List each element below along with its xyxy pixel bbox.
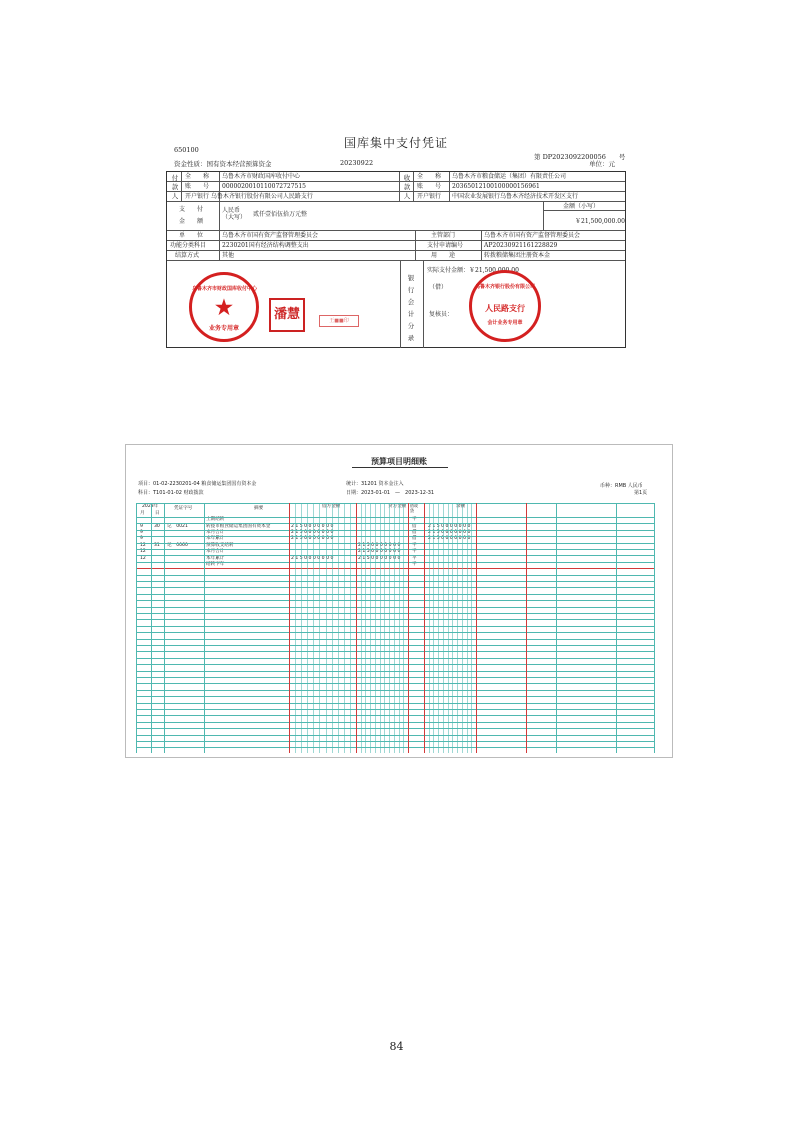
payee-label: 收款人: [403, 174, 411, 200]
ledger-cell-m: 12: [140, 549, 146, 555]
grid-hline: [136, 503, 654, 504]
ledger-cell-db: 2 1 5 0 0 0 0 0 0 0: [291, 523, 334, 529]
amount-label: 金 额: [179, 218, 204, 225]
grid-hline: [136, 536, 654, 537]
grid-digit-line: [399, 503, 400, 753]
grid-hline: [136, 613, 654, 614]
ledger-cell-m: 9: [140, 523, 143, 529]
grid-digit-line: [361, 503, 362, 753]
payer-bank: 开户银行 乌鲁木齐银行股份有限公司人民路支行: [185, 193, 313, 200]
ledger-account: 科目：T101-01-02 财政拨款: [138, 490, 204, 496]
grid-digit-line: [380, 503, 381, 753]
grid-hline: [136, 728, 654, 729]
ledger-cell-s: 结转下年: [206, 562, 225, 567]
amount-number: ￥21,500,000.00: [575, 218, 625, 225]
header-debit: 借方金额: [322, 504, 341, 509]
ledger-cell-dir: 平: [412, 562, 417, 567]
ledger-cell-v: 记 0060: [167, 542, 188, 548]
grid-hline: [136, 607, 654, 608]
grid-hline: [136, 639, 654, 640]
grid-hline: [136, 523, 654, 524]
grid-vline: [204, 503, 205, 753]
grid-hline: [136, 530, 654, 531]
ledger-cell-bal: 2 1 5 0 0 0 0 0 0 0: [428, 523, 471, 529]
grid-vline: [164, 503, 165, 753]
ledger-cell-dir: 借: [412, 523, 417, 529]
budget-ledger: [125, 444, 673, 758]
grid-vline: [526, 503, 527, 753]
payee-account-label: 账 号: [417, 183, 442, 190]
grid-hline: [136, 626, 654, 627]
grid-hline: [136, 690, 654, 691]
application-no: AP20230921161228829: [484, 242, 558, 249]
grid-digit-line: [338, 503, 339, 753]
ledger-cell-cr: 2 1 5 0 0 0 0 0 0 0: [358, 555, 401, 561]
grid-hline: [136, 562, 654, 563]
grid-hline: [136, 664, 654, 665]
ledger-cell-s: 本月合计: [206, 549, 225, 555]
ledger-project: 项目：01-02-2230201-04 粮食储运集团国有资本金: [138, 481, 257, 487]
grid-hline: [136, 735, 654, 736]
pay-label: 支 付: [179, 206, 204, 213]
header-credit: 贷方金额: [388, 504, 407, 509]
ledger-cell-s: 预算收支结转: [206, 542, 234, 548]
grid-hline: [136, 543, 654, 544]
payee-name: 乌鲁木齐市粮食储运（集团）有限责任公司: [452, 173, 567, 180]
ledger-stats: 统计：31201 资本金注入: [346, 481, 404, 487]
ledger-cell-bal: 2 1 5 0 0 0 0 0 0 0: [428, 530, 471, 535]
grid-hline: [136, 517, 654, 518]
grid-vline: [289, 503, 290, 753]
ledger-cell-dir: 平: [412, 542, 417, 548]
ledger-cell-s: 本年累计: [206, 555, 225, 561]
grid-hline: [136, 600, 654, 601]
ledger-cell-db: 2 1 5 0 0 0 0 0 0 0: [291, 530, 334, 535]
grid-hline: [136, 658, 654, 659]
grid-digit-line: [429, 503, 430, 753]
payer-label: 付款人: [171, 174, 179, 200]
grid-digit-line: [389, 503, 390, 753]
grid-digit-line: [332, 503, 333, 753]
ledger-cell-m: 9: [140, 530, 143, 535]
grid-hline: [136, 594, 654, 595]
grid-hline: [136, 709, 654, 710]
page-number: 84: [389, 1040, 404, 1053]
ledger-cell-dir: 借: [412, 536, 417, 542]
grid-digit-line: [344, 503, 345, 753]
grid-hline: [136, 715, 654, 716]
payee-bank: 中国农业发展银行乌鲁木齐经济技术开发区支行: [452, 193, 579, 200]
ledger-cell-s: 上期结转: [206, 517, 225, 523]
grid-digit-line: [438, 503, 439, 753]
grid-digit-line: [370, 503, 371, 753]
ledger-cell-d: 31: [154, 542, 160, 548]
unit-label: 单位：元: [589, 160, 615, 168]
debit-label: （借）: [429, 284, 448, 291]
grid-hline: [136, 632, 654, 633]
purpose-label: 用 途: [431, 252, 456, 259]
ledger-cell-db: 2 1 5 0 0 0 0 0 0 0: [291, 536, 334, 542]
reviewer-label: 复核员：: [429, 311, 454, 318]
settlement: 其他: [222, 252, 235, 259]
grid-digit-line: [326, 503, 327, 753]
grid-vline: [616, 503, 617, 753]
grid-vline: [654, 503, 655, 753]
grid-hline: [136, 741, 654, 742]
name-stamp: 潘慧: [269, 298, 305, 332]
grid-hline: [136, 677, 654, 678]
small-stamp: 王■■印: [319, 315, 359, 327]
ledger-period: 日期：2023-01-01 — 2023-12-31: [346, 490, 435, 496]
grid-digit-line: [384, 503, 385, 753]
payer-name: 乌鲁木齐市财政国库收付中心: [222, 173, 301, 180]
grid-vline: [151, 503, 152, 753]
voucher-code: 650100: [174, 146, 199, 154]
ledger-cell-dir: 平: [412, 517, 417, 523]
grid-digit-line: [457, 503, 458, 753]
supervising-dept: 乌鲁木齐市国有资产监督管理委员会: [484, 232, 581, 239]
ledger-cell-s: 转拨市粮食储运集团国有资本金: [206, 523, 271, 529]
grid-digit-line: [448, 503, 449, 753]
ledger-cell-db: 2 1 5 0 0 0 0 0 0 0: [291, 555, 334, 561]
amount-chinese: 贰仟壹佰伍拾万元整: [253, 211, 308, 218]
grid-hline: [136, 581, 654, 582]
grid-hline: [136, 651, 654, 652]
rmb-label: 人民币: [222, 207, 241, 214]
ledger-cell-s: 本年累计: [206, 536, 225, 542]
payer-account-label: 账 号: [185, 183, 210, 190]
grid-digit-line: [313, 503, 314, 753]
header-summary: 摘要: [254, 506, 264, 511]
payer-name-label: 全 称: [185, 173, 210, 180]
grid-hline: [136, 696, 654, 697]
grid-red-line: [356, 503, 357, 753]
settle-label: 结算方式: [175, 252, 200, 259]
grid-digit-line: [462, 503, 463, 753]
grid-hline: [136, 671, 654, 672]
grid-digit-line: [350, 503, 351, 753]
grid-digit-line: [467, 503, 468, 753]
grid-hline: [136, 575, 654, 576]
unit-name: 乌鲁木齐市国有资产监督管理委员会: [222, 232, 319, 239]
payee-account: 20365012100100000156961: [452, 183, 540, 190]
ledger-cell-cr: 2 1 5 0 0 0 0 0 0 0: [358, 542, 401, 548]
bank-entry-label: 银行会计分录: [407, 274, 415, 342]
ledger-cell-d: 30: [154, 523, 160, 529]
grid-digit-line: [471, 503, 472, 753]
grid-hline: [136, 645, 654, 646]
payee-name-label: 全 称: [417, 173, 442, 180]
func-label: 功能分类科目: [170, 242, 207, 249]
voucher-date: 20230922: [340, 159, 374, 167]
grid-vline: [424, 503, 425, 753]
bank-seal: 乌鲁木齐银行股份有限公司 人民路支行 会计业务专用章: [469, 270, 541, 342]
treasury-seal: 乌鲁木齐市财政国库收付中心 ★ 业务专用章: [189, 272, 259, 342]
function-subject: 2230201国有经济结构调整支出: [222, 242, 309, 249]
grid-hline: [136, 555, 654, 556]
payer-account: 0000020010110072727515: [222, 183, 306, 190]
grid-hline: [136, 703, 654, 704]
grid-red-line: [408, 503, 409, 753]
payee-bank-label: 开户银行: [417, 193, 442, 200]
header-month: 月: [140, 511, 145, 516]
grid-digit-line: [394, 503, 395, 753]
grid-hline: [136, 568, 654, 569]
grid-hline: [136, 549, 654, 550]
ledger-cell-dir: 平: [412, 555, 417, 561]
grid-hline: [136, 587, 654, 588]
ledger-cell-m: 12: [140, 542, 146, 548]
grid-digit-line: [403, 503, 404, 753]
purpose: 转拨粮储集团注册资本金: [484, 252, 551, 259]
grid-digit-line: [443, 503, 444, 753]
grid-hline: [136, 747, 654, 748]
grid-hline: [136, 683, 654, 684]
ledger-cell-s: 本月合计: [206, 530, 225, 535]
ledger-cell-v: 记 0021: [167, 523, 188, 529]
voucher-number: 第 DP2023092200056 号: [534, 153, 626, 161]
grid-vline: [476, 503, 477, 753]
daxie-label: （大写）: [222, 214, 247, 221]
amount-small-label: 金额（小写）: [563, 203, 600, 210]
grid-digit-line: [452, 503, 453, 753]
header-balance: 余额: [456, 504, 466, 509]
fund-nature: 资金性质：国有资本经营预算资金: [174, 160, 272, 168]
ledger-page: 第1页: [634, 490, 648, 496]
supervisor-label: 主管部门: [431, 232, 456, 239]
ledger-cell-cr: 2 1 5 0 0 0 0 0 0 0: [358, 549, 401, 555]
voucher-table: [166, 171, 626, 348]
ledger-grid: [136, 503, 654, 753]
apply-no-label: 支付申请编号: [427, 242, 464, 249]
ledger-cell-dir: 借: [412, 530, 417, 535]
grid-digit-line: [319, 503, 320, 753]
grid-vline: [136, 503, 137, 753]
actual-paid: 实际支付金额：￥21,500,000.00: [427, 267, 519, 274]
header-direction: 借或贷: [410, 503, 418, 513]
grid-digit-line: [375, 503, 376, 753]
grid-vline: [556, 503, 557, 753]
header-voucher: 凭证字号: [174, 506, 193, 511]
grid-digit-line: [365, 503, 366, 753]
ledger-cell-bal: 2 1 5 0 0 0 0 0 0 0: [428, 536, 471, 542]
voucher-title: 国库集中支付凭证: [343, 136, 448, 150]
header-day: 日: [155, 511, 160, 516]
grid-digit-line: [307, 503, 308, 753]
grid-hline: [136, 722, 654, 723]
grid-digit-line: [433, 503, 434, 753]
grid-digit-line: [295, 503, 296, 753]
grid-hline: [136, 619, 654, 620]
ledger-currency: 币种：RMB 人民币: [600, 483, 643, 489]
ledger-title: 预算项目明细账: [371, 457, 427, 466]
ledger-cell-dir: 平: [412, 549, 417, 555]
header-year: 2023年: [142, 504, 159, 509]
ledger-cell-m: 12: [140, 555, 146, 561]
payment-voucher: [166, 126, 626, 348]
dept-label: 单 位: [179, 232, 204, 239]
ledger-cell-m: 9: [140, 536, 143, 542]
grid-digit-line: [301, 503, 302, 753]
